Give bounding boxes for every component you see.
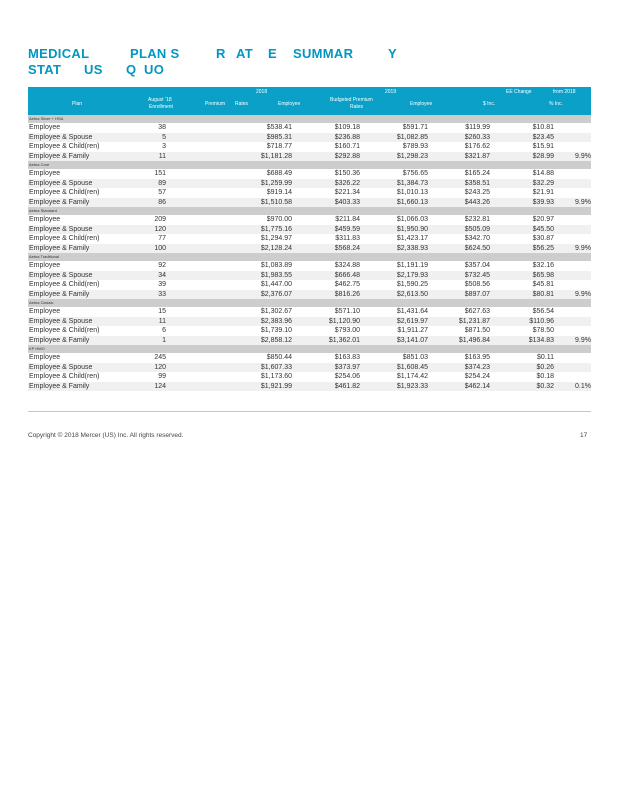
header-rates: Rates	[235, 101, 249, 107]
plan-group-header	[28, 345, 591, 353]
table-row	[28, 363, 591, 373]
cell-tier: Employee & Family	[29, 382, 90, 390]
cell-change-dollar: $30.87	[532, 235, 554, 242]
cell-employee-2018: $568.24	[334, 244, 360, 252]
cell-premium-2018: $985.31	[266, 133, 292, 141]
header-budgeted-premium: Budgeted Premium	[330, 97, 373, 103]
cell-tier: Employee	[29, 216, 61, 223]
cell-tier: Employee & Family	[29, 244, 90, 252]
cell-premium-2018: $1,447.00	[260, 281, 292, 288]
cell-change-dollar: $14.88	[532, 170, 554, 177]
cell-premium-2018: $538.41	[266, 124, 292, 131]
cell-tier: Employee & Spouse	[29, 133, 93, 141]
cell-employee-2018: $211.84	[335, 216, 360, 223]
cell-premium-2019: $1,608.45	[396, 363, 428, 371]
cell-premium-2019: $1,174.42	[396, 373, 428, 380]
cell-tier: Employee & Spouse	[29, 363, 93, 371]
table-row	[28, 133, 591, 143]
table-row	[28, 188, 591, 198]
cell-tier: Employee & Family	[29, 290, 90, 298]
cell-employee-2018: $1,362.01	[328, 336, 360, 344]
cell-premium-2019: $2,619.97	[396, 317, 428, 325]
table-row	[28, 123, 591, 133]
cell-employee-2019: $1,496.84	[458, 336, 490, 344]
plan-name: Aetna Standard	[29, 208, 57, 213]
cell-enrollment: 34	[158, 271, 166, 279]
cell-employee-2018: $221.34	[334, 189, 360, 196]
cell-premium-2018: $2,858.12	[260, 336, 292, 344]
cell-premium-2019: $1,298.23	[396, 152, 428, 160]
cell-premium-2019: $1,082.85	[396, 133, 428, 141]
title-word: MEDICAL	[28, 46, 90, 61]
cell-employee-2018: $254.06	[334, 373, 360, 380]
header-enrollment-2: Enrollment	[149, 104, 173, 110]
title-line-2	[28, 62, 548, 78]
cell-change-dollar: $80.81	[532, 290, 554, 298]
title-word: AT	[236, 46, 253, 61]
cell-enrollment: 3	[162, 143, 166, 150]
cell-enrollment: 77	[158, 235, 166, 242]
header-ee-change: EE Change	[506, 89, 532, 95]
plan-group-header	[28, 299, 591, 307]
cell-change-dollar: $39.93	[532, 198, 554, 206]
header-budgeted-rates: Rates	[350, 104, 364, 110]
cell-change-dollar: $65.98	[532, 271, 554, 279]
table-row	[28, 372, 591, 382]
cell-change-dollar: $134.83	[528, 336, 554, 344]
table-row	[28, 382, 591, 392]
cell-enrollment: 245	[154, 354, 166, 361]
title-word: SUMMAR	[293, 46, 354, 61]
cell-premium-2018: $1,510.58	[260, 198, 292, 206]
cell-premium-2018: $2,128.24	[260, 244, 292, 252]
table-row	[28, 215, 591, 225]
cell-premium-2019: $1,191.19	[396, 262, 428, 269]
cell-premium-2018: $1,173.60	[260, 373, 292, 380]
cell-tier: Employee & Child(ren)	[29, 189, 100, 196]
cell-employee-2018: $816.26	[334, 290, 360, 298]
cell-employee-2019: $163.95	[464, 354, 490, 361]
cell-premium-2019: $1,660.13	[396, 198, 428, 206]
cell-change-dollar: $0.11	[537, 354, 554, 361]
cell-change-dollar: $15.91	[532, 143, 554, 150]
header-plan: Plan	[72, 101, 83, 107]
cell-tier: Employee & Family	[29, 152, 90, 160]
title-word: Y	[388, 46, 397, 61]
cell-employee-2018: $373.97	[334, 363, 360, 371]
cell-premium-2019: $1,950.90	[396, 225, 428, 233]
cell-premium-2018: $1,181.28	[260, 152, 292, 160]
table-row	[28, 280, 591, 290]
cell-enrollment: 124	[154, 382, 166, 390]
cell-premium-2018: $970.00	[266, 216, 292, 223]
plan-name: Aetna Core	[29, 162, 50, 167]
plan-name: Aetna Silver + HSA	[29, 116, 64, 121]
cell-premium-2019: $591.71	[402, 124, 428, 131]
table-row	[28, 336, 591, 346]
cell-tier: Employee & Spouse	[29, 179, 93, 187]
cell-enrollment: 6	[162, 327, 166, 334]
table-row	[28, 234, 591, 244]
cell-change-dollar: $23.45	[532, 133, 554, 141]
cell-employee-2019: $443.26	[464, 198, 490, 206]
header-employee-2018: Employee	[278, 101, 301, 107]
cell-change-dollar: $78.50	[532, 327, 554, 334]
cell-enrollment: 15	[158, 308, 166, 315]
cell-enrollment: 209	[154, 216, 166, 223]
header-year-2018: 2018	[256, 89, 268, 95]
table-header	[28, 87, 591, 115]
cell-employee-2018: $459.59	[334, 225, 360, 233]
cell-enrollment: 86	[158, 198, 166, 206]
table-row	[28, 198, 591, 208]
cell-premium-2018: $1,083.89	[260, 262, 292, 269]
table-row	[28, 225, 591, 235]
cell-enrollment: 120	[154, 225, 166, 233]
cell-premium-2018: $1,294.97	[260, 235, 292, 242]
cell-employee-2018: $311.83	[335, 235, 360, 242]
cell-premium-2018: $1,775.16	[260, 225, 292, 233]
title-word: US	[84, 62, 103, 77]
cell-enrollment: 89	[158, 179, 166, 187]
cell-employee-2019: $505.09	[464, 225, 490, 233]
table-row	[28, 307, 591, 317]
cell-enrollment: 99	[158, 373, 166, 380]
cell-change-dollar: $21.91	[532, 189, 554, 196]
title-word: PLAN S	[130, 46, 180, 61]
cell-change-percent: 9.9%	[575, 290, 591, 298]
plan-group-header	[28, 161, 591, 169]
cell-employee-2019: $321.87	[464, 152, 490, 160]
copyright-text: Copyright © 2018 Mercer (US) Inc. All rights reserved.	[28, 432, 184, 439]
plan-name: KP HMO	[29, 346, 45, 351]
cell-employee-2019: $374.23	[464, 363, 490, 371]
title-line-1	[28, 46, 548, 62]
cell-employee-2019: $254.24	[464, 373, 490, 380]
cell-employee-2018: $461.82	[334, 382, 360, 390]
cell-tier: Employee	[29, 354, 61, 361]
rate-summary-table	[28, 87, 591, 391]
cell-employee-2019: $358.51	[464, 179, 490, 187]
cell-tier: Employee & Spouse	[29, 225, 93, 233]
cell-premium-2019: $2,179.93	[396, 271, 428, 279]
cell-change-dollar: $32.16	[532, 262, 554, 269]
plan-group-header	[28, 115, 591, 123]
plan-group-header	[28, 253, 591, 261]
cell-enrollment: 39	[158, 281, 166, 288]
header-year-2019: 2019	[385, 89, 397, 95]
cell-tier: Employee	[29, 308, 61, 315]
cell-premium-2019: $1,911.27	[397, 327, 428, 334]
cell-premium-2018: $919.14	[266, 189, 292, 196]
cell-premium-2019: $1,010.13	[396, 189, 428, 196]
table-row	[28, 244, 591, 254]
cell-enrollment: 151	[154, 170, 166, 177]
cell-employee-2018: $1,120.90	[328, 317, 360, 325]
cell-employee-2019: $624.50	[464, 244, 490, 252]
cell-change-dollar: $10.81	[532, 124, 554, 131]
cell-premium-2018: $718.77	[266, 143, 292, 150]
cell-employee-2019: $176.62	[464, 143, 490, 150]
cell-enrollment: 11	[158, 152, 166, 160]
header-enrollment-1: August ’18	[148, 97, 172, 103]
cell-change-dollar: $0.18	[536, 373, 554, 380]
header-dollar-inc: $ Inc.	[483, 101, 496, 107]
cell-enrollment: 33	[158, 290, 166, 298]
cell-change-dollar: $56.25	[532, 244, 554, 252]
title-word: STAT	[28, 62, 62, 77]
plan-group-header	[28, 207, 591, 215]
header-premium: Premium	[205, 101, 226, 107]
cell-employee-2019: $897.07	[464, 290, 490, 298]
cell-enrollment: 38	[158, 124, 166, 131]
table-row	[28, 142, 591, 152]
cell-employee-2019: $232.81	[464, 216, 490, 223]
table-body	[28, 115, 591, 391]
cell-employee-2019: $357.04	[464, 262, 490, 269]
cell-employee-2018: $150.36	[334, 170, 360, 177]
cell-change-percent: 9.9%	[575, 152, 591, 160]
cell-tier: Employee	[29, 262, 61, 269]
cell-employee-2019: $342.70	[464, 235, 490, 242]
cell-premium-2019: $851.03	[402, 354, 428, 361]
cell-employee-2018: $163.83	[334, 354, 360, 361]
table-row	[28, 290, 591, 300]
header-employee-2019: Employee	[410, 101, 433, 107]
cell-change-dollar: $20.97	[532, 216, 554, 223]
cell-change-dollar: $45.81	[532, 281, 554, 288]
cell-employee-2019: $462.14	[464, 382, 490, 390]
cell-premium-2018: $1,302.67	[260, 308, 292, 315]
cell-premium-2018: $1,607.33	[260, 363, 292, 371]
cell-tier: Employee & Child(ren)	[29, 143, 100, 150]
cell-employee-2018: $292.88	[334, 152, 360, 160]
cell-employee-2018: $462.75	[334, 281, 360, 288]
cell-premium-2019: $1,384.73	[396, 179, 428, 187]
cell-employee-2019: $119.99	[465, 124, 490, 131]
cell-change-dollar: $110.96	[529, 317, 554, 325]
cell-premium-2018: $2,383.96	[260, 317, 292, 325]
cell-change-percent: 9.9%	[575, 244, 591, 252]
cell-premium-2019: $1,590.25	[396, 281, 428, 288]
cell-employee-2018: $236.88	[334, 133, 360, 141]
table-row	[28, 326, 591, 336]
cell-enrollment: 11	[158, 317, 166, 325]
cell-change-dollar: $0.26	[536, 363, 554, 371]
title-word: E	[268, 46, 277, 61]
cell-employee-2019: $732.45	[464, 271, 490, 279]
cell-premium-2019: $1,431.64	[396, 308, 428, 315]
cell-tier: Employee	[29, 170, 61, 177]
cell-enrollment: 57	[158, 189, 166, 196]
cell-enrollment: 120	[154, 363, 166, 371]
cell-employee-2018: $324.88	[334, 262, 360, 269]
cell-tier: Employee	[29, 124, 61, 131]
cell-change-dollar: $32.29	[532, 179, 554, 187]
cell-employee-2019: $871.50	[464, 327, 490, 334]
cell-premium-2018: $1,983.55	[260, 271, 292, 279]
cell-change-dollar: $0.32	[536, 382, 554, 390]
cell-premium-2018: $688.49	[266, 170, 292, 177]
cell-premium-2018: $850.44	[266, 354, 292, 361]
plan-name: Aetna Classic	[29, 300, 54, 305]
cell-premium-2018: $1,921.99	[260, 382, 292, 390]
cell-employee-2018: $326.22	[334, 179, 360, 187]
table-row	[28, 353, 591, 363]
page-title	[28, 46, 548, 78]
cell-employee-2018: $160.71	[334, 143, 360, 150]
footer-divider	[28, 411, 591, 412]
cell-tier: Employee & Spouse	[29, 317, 93, 325]
cell-tier: Employee & Family	[29, 198, 90, 206]
cell-enrollment: 100	[154, 244, 166, 252]
cell-employee-2018: $403.33	[334, 198, 360, 206]
cell-premium-2019: $789.93	[402, 143, 428, 150]
table-row	[28, 271, 591, 281]
cell-change-percent: 9.9%	[575, 336, 591, 344]
cell-employee-2019: $260.33	[464, 133, 490, 141]
cell-enrollment: 92	[158, 262, 166, 269]
cell-employee-2019: $627.63	[464, 308, 490, 315]
table-row	[28, 152, 591, 162]
title-word: R	[216, 46, 226, 61]
cell-tier: Employee & Child(ren)	[29, 373, 100, 380]
cell-change-dollar: $56.54	[532, 308, 554, 315]
cell-premium-2019: $1,423.17	[396, 235, 428, 242]
cell-premium-2018: $1,259.99	[260, 179, 292, 187]
cell-premium-2019: $1,066.03	[396, 216, 428, 223]
title-word: Q	[126, 62, 137, 77]
cell-change-dollar: $28.99	[532, 152, 554, 160]
title-word: UO	[144, 62, 165, 77]
cell-tier: Employee & Child(ren)	[29, 281, 100, 288]
cell-employee-2018: $571.10	[334, 308, 360, 315]
cell-premium-2018: $2,376.07	[260, 290, 292, 298]
cell-employee-2019: $1,231.87	[458, 317, 490, 325]
cell-premium-2019: $2,338.93	[396, 244, 428, 252]
cell-employee-2019: $243.25	[464, 189, 490, 196]
table-row	[28, 317, 591, 327]
header-pct-inc: % Inc.	[549, 101, 563, 107]
cell-employee-2019: $508.56	[464, 281, 490, 288]
cell-premium-2019: $2,613.50	[396, 290, 428, 298]
cell-tier: Employee & Child(ren)	[29, 235, 100, 242]
cell-tier: Employee & Family	[29, 336, 90, 344]
cell-change-percent: 9.9%	[575, 198, 591, 206]
cell-employee-2018: $109.18	[334, 124, 360, 131]
cell-premium-2019: $1,923.33	[396, 382, 428, 390]
cell-employee-2018: $793.00	[334, 327, 360, 334]
header-from-2018: from 2018	[553, 89, 576, 95]
cell-change-percent: 0.1%	[575, 382, 591, 390]
cell-enrollment: 1	[162, 336, 166, 344]
cell-premium-2019: $3,141.07	[396, 336, 428, 344]
table-row	[28, 179, 591, 189]
cell-premium-2018: $1,739.10	[260, 327, 292, 334]
plan-name: Aetna Traditional	[29, 254, 60, 259]
cell-change-dollar: $45.50	[532, 225, 554, 233]
cell-enrollment: 5	[162, 133, 166, 141]
cell-premium-2019: $756.65	[402, 170, 428, 177]
table-row	[28, 169, 591, 179]
cell-employee-2019: $165.24	[464, 170, 490, 177]
cell-tier: Employee & Child(ren)	[29, 327, 100, 334]
page-number: 17	[580, 432, 588, 439]
table-row	[28, 261, 591, 271]
cell-tier: Employee & Spouse	[29, 271, 93, 279]
cell-employee-2018: $666.48	[334, 271, 360, 279]
